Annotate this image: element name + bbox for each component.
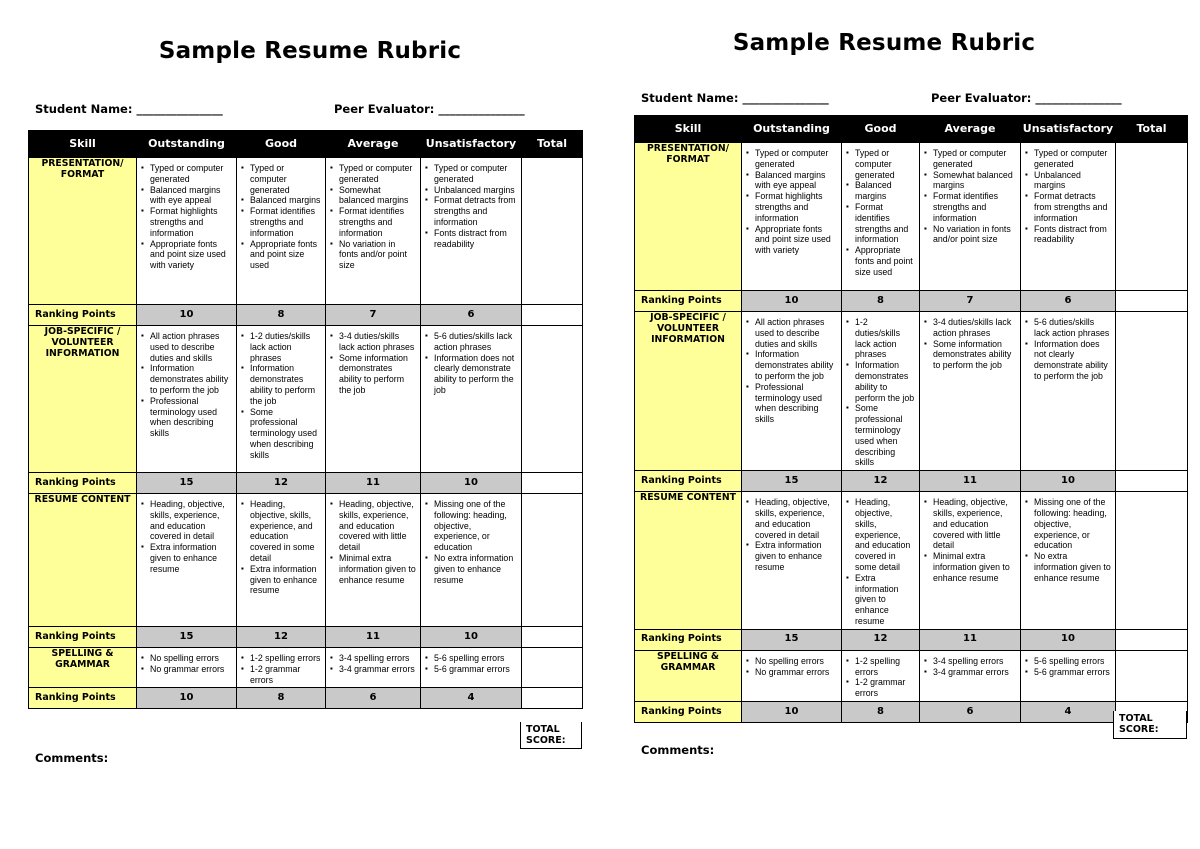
- criteria-item: ▪ 3-4 spelling errors: [330, 653, 416, 664]
- criteria-row: [635, 312, 1188, 471]
- criteria-cell: [742, 143, 842, 291]
- ranking-total-cell[interactable]: [522, 688, 583, 709]
- comments-label: Comments:: [35, 751, 109, 765]
- ranking-points-value: 7: [326, 305, 421, 326]
- ranking-points-value: 11: [920, 471, 1021, 492]
- student-name-field[interactable]: Student Name: _______________: [641, 91, 829, 105]
- criteria-item: ▪ 1-2 spelling errors: [241, 653, 321, 664]
- criteria-item: ▪ Typed or computer generated: [241, 163, 321, 195]
- criteria-item: ▪ No grammar errors: [746, 667, 837, 678]
- criteria-cell: [742, 312, 842, 471]
- ranking-points-value: 12: [842, 629, 920, 650]
- criteria-item: ▪ Format identifies strengths and information: [241, 206, 321, 238]
- criteria-item: ▪ Somewhat balanced margins: [330, 185, 416, 207]
- ranking-points-value: 10: [742, 291, 842, 312]
- criteria-cell: [1021, 143, 1116, 291]
- criteria-item: ▪ Extra information given to enhance resume: [746, 540, 837, 572]
- ranking-points-value: 12: [842, 471, 920, 492]
- criteria-item: ▪ Professional terminology used when describing skills: [141, 396, 232, 439]
- criteria-item: ▪ Unbalanced margins: [1025, 170, 1111, 192]
- criteria-item: ▪ Fonts distract from readability: [1025, 224, 1111, 246]
- criteria-item: ▪ Somewhat balanced margins: [924, 170, 1016, 192]
- page-title: Sample Resume Rubric: [158, 38, 462, 64]
- ranking-total-cell[interactable]: [1116, 291, 1188, 312]
- criteria-cell: [137, 158, 237, 305]
- criteria-item: ▪ Appropriate fonts and point size used with variety: [141, 239, 232, 271]
- criteria-cell: [742, 492, 842, 630]
- criteria-row: [635, 143, 1188, 291]
- column-header: Unsatisfactory: [421, 131, 522, 158]
- criteria-cell: [421, 326, 522, 473]
- criteria-cell: [326, 494, 421, 627]
- criteria-item: ▪ Balanced margins with eye appeal: [746, 170, 837, 192]
- criteria-cell: [421, 494, 522, 627]
- total-score-label: TOTAL: [1119, 713, 1153, 724]
- column-header: Good: [237, 131, 326, 158]
- criteria-item: ▪ 5-6 grammar errors: [425, 664, 517, 675]
- ranking-points-label: Ranking Points: [29, 473, 137, 494]
- ranking-points-value: 10: [1021, 629, 1116, 650]
- criteria-item: ▪ Extra information given to enhance resume: [846, 573, 915, 627]
- criteria-item: ▪ Information demonstrates ability to perform the job: [141, 363, 232, 395]
- header-row: [29, 131, 583, 158]
- skill-label: JOB-SPECIFIC / VOLUNTEER INFORMATION: [29, 326, 137, 473]
- ranking-points-label: Ranking Points: [635, 291, 742, 312]
- criteria-item: ▪ Fonts distract from readability: [425, 228, 517, 250]
- ranking-row: [635, 629, 1188, 650]
- criteria-cell: [421, 158, 522, 305]
- ranking-row: [635, 291, 1188, 312]
- name-fields: [28, 102, 582, 118]
- ranking-points-value: 4: [421, 688, 522, 709]
- criteria-item: ▪ Format detracts from strengths and information: [425, 195, 517, 227]
- ranking-points-value: 12: [237, 627, 326, 648]
- skill-label: PRESENTATION/ FORMAT: [29, 158, 137, 305]
- skill-label: SPELLING & GRAMMAR: [29, 648, 137, 688]
- criteria-item: ▪ Some information demonstrates ability to perform the job: [330, 353, 416, 396]
- criteria-row: [29, 326, 583, 473]
- ranking-points-value: 11: [326, 473, 421, 494]
- criteria-cell: [421, 648, 522, 688]
- criteria-row: [29, 158, 583, 305]
- criteria-item: ▪ Balanced margins: [241, 195, 321, 206]
- rubric-table: [28, 130, 583, 709]
- criteria-item: ▪ 1-2 grammar errors: [241, 664, 321, 686]
- total-score-label-2: SCORE:: [526, 735, 566, 746]
- total-score-box: [520, 722, 582, 749]
- header-row: [635, 116, 1188, 143]
- criteria-item: ▪ Minimal extra information given to enhance resume: [330, 553, 416, 585]
- criteria-item: ▪ Appropriate fonts and point size used: [846, 245, 915, 277]
- criteria-cell: [326, 158, 421, 305]
- criteria-item: ▪ Format highlights strengths and information: [746, 191, 837, 223]
- criteria-row: [635, 492, 1188, 630]
- ranking-points-label: Ranking Points: [29, 305, 137, 326]
- total-score-label: TOTAL: [526, 724, 560, 735]
- criteria-item: ▪ 3-4 spelling errors: [924, 656, 1016, 667]
- criteria-item: ▪ Format identifies strengths and information: [330, 206, 416, 238]
- criteria-cell: [842, 492, 920, 630]
- criteria-item: ▪ Typed or computer generated: [141, 163, 232, 185]
- ranking-total-cell[interactable]: [1116, 629, 1188, 650]
- criteria-item: ▪ No extra information given to enhance resume: [1025, 551, 1111, 583]
- criteria-cell: [137, 648, 237, 688]
- criteria-cell: [326, 326, 421, 473]
- criteria-item: ▪ No variation in fonts and/or point size: [330, 239, 416, 271]
- rubric-table: [634, 115, 1188, 723]
- criteria-item: ▪ Format identifies strengths and information: [924, 191, 1016, 223]
- criteria-cell: [1021, 650, 1116, 701]
- ranking-points-value: 10: [137, 688, 237, 709]
- skill-label: JOB-SPECIFIC / VOLUNTEER INFORMATION: [635, 312, 742, 471]
- skill-label: PRESENTATION/ FORMAT: [635, 143, 742, 291]
- comments-label: Comments:: [641, 743, 715, 757]
- skill-label: RESUME CONTENT: [635, 492, 742, 630]
- criteria-item: ▪ 5-6 duties/skills lack action phrases: [425, 331, 517, 353]
- ranking-points-value: 6: [326, 688, 421, 709]
- criteria-cell: [920, 143, 1021, 291]
- criteria-item: ▪ Heading, objective, skills, experience, and education covered with little detail: [330, 499, 416, 553]
- total-cell[interactable]: [522, 326, 583, 473]
- criteria-item: ▪ Unbalanced margins: [425, 185, 517, 196]
- ranking-points-value: 11: [326, 627, 421, 648]
- criteria-item: ▪ Format highlights strengths and information: [141, 206, 232, 238]
- ranking-points-value: 10: [421, 473, 522, 494]
- criteria-item: ▪ Extra information given to enhance resume: [141, 542, 232, 574]
- criteria-item: ▪ Typed or computer generated: [425, 163, 517, 185]
- ranking-points-label: Ranking Points: [635, 471, 742, 492]
- skill-label: SPELLING & GRAMMAR: [635, 650, 742, 701]
- total-score-label-2: SCORE:: [1119, 724, 1159, 735]
- criteria-item: ▪ Appropriate fonts and point size used: [241, 239, 321, 271]
- criteria-cell: [237, 494, 326, 627]
- ranking-points-value: 8: [842, 701, 920, 722]
- criteria-item: ▪ No spelling errors: [746, 656, 837, 667]
- column-header: Average: [920, 116, 1021, 143]
- column-header: Skill: [29, 131, 137, 158]
- criteria-cell: [137, 326, 237, 473]
- criteria-item: ▪ Heading, objective, skills, experience, and education covered in some detail: [241, 499, 321, 564]
- criteria-item: ▪ No variation in fonts and/or point size: [924, 224, 1016, 246]
- criteria-item: ▪ Minimal extra information given to enhance resume: [924, 551, 1016, 583]
- ranking-row: [29, 688, 583, 709]
- criteria-cell: [326, 648, 421, 688]
- criteria-item: ▪ 5-6 spelling errors: [425, 653, 517, 664]
- ranking-row: [635, 701, 1188, 722]
- ranking-points-value: 10: [421, 627, 522, 648]
- criteria-cell: [920, 312, 1021, 471]
- column-header: Outstanding: [137, 131, 237, 158]
- criteria-item: ▪ 3-4 grammar errors: [330, 664, 416, 675]
- criteria-cell: [842, 312, 920, 471]
- criteria-item: ▪ Typed or computer generated: [846, 148, 915, 180]
- column-header: Total: [522, 131, 583, 158]
- criteria-item: ▪ Some professional terminology used when describing skills: [846, 403, 915, 468]
- ranking-points-value: 7: [920, 291, 1021, 312]
- criteria-item: ▪ Heading, objective, skills, experience, and education covered in some detail: [846, 497, 915, 573]
- criteria-item: ▪ 1-2 grammar errors: [846, 677, 915, 699]
- rubric-page-right: [634, 30, 1187, 757]
- ranking-points-value: 10: [742, 701, 842, 722]
- ranking-points-value: 4: [1021, 701, 1116, 722]
- criteria-cell: [1021, 492, 1116, 630]
- total-cell[interactable]: [1116, 312, 1188, 471]
- criteria-row: [29, 494, 583, 627]
- criteria-item: ▪ 3-4 grammar errors: [924, 667, 1016, 678]
- criteria-cell: [742, 650, 842, 701]
- criteria-item: ▪ 3-4 duties/skills lack action phrases: [330, 331, 416, 353]
- ranking-points-value: 10: [1021, 471, 1116, 492]
- ranking-total-cell[interactable]: [522, 627, 583, 648]
- ranking-row: [29, 305, 583, 326]
- criteria-item: ▪ Some professional terminology used when describing skills: [241, 407, 321, 461]
- total-cell[interactable]: [1116, 650, 1188, 701]
- ranking-points-value: 15: [137, 473, 237, 494]
- criteria-item: ▪ Information demonstrates ability to perform the job: [241, 363, 321, 406]
- criteria-item: ▪ Heading, objective, skills, experience, and education covered with little detail: [924, 497, 1016, 551]
- criteria-item: ▪ Appropriate fonts and point size used with variety: [746, 224, 837, 256]
- column-header: Good: [842, 116, 920, 143]
- ranking-points-label: Ranking Points: [635, 629, 742, 650]
- ranking-points-value: 10: [137, 305, 237, 326]
- criteria-item: ▪ Professional terminology used when describing skills: [746, 382, 837, 425]
- ranking-points-value: 15: [742, 629, 842, 650]
- ranking-points-value: 8: [842, 291, 920, 312]
- criteria-item: ▪ Extra information given to enhance resume: [241, 564, 321, 596]
- total-cell[interactable]: [522, 648, 583, 688]
- criteria-cell: [237, 648, 326, 688]
- criteria-cell: [842, 650, 920, 701]
- criteria-item: ▪ Missing one of the following: heading, objective, experience, or education: [1025, 497, 1111, 551]
- ranking-row: [29, 627, 583, 648]
- criteria-item: ▪ Heading, objective, skills, experience, and education covered in detail: [746, 497, 837, 540]
- ranking-points-value: 12: [237, 473, 326, 494]
- total-cell[interactable]: [1116, 492, 1188, 630]
- column-header: Total: [1116, 116, 1188, 143]
- criteria-row: [635, 650, 1188, 701]
- ranking-points-value: 11: [920, 629, 1021, 650]
- criteria-cell: [237, 158, 326, 305]
- criteria-item: ▪ No spelling errors: [141, 653, 232, 664]
- criteria-item: ▪ All action phrases used to describe duties and skills: [141, 331, 232, 363]
- ranking-points-value: 6: [920, 701, 1021, 722]
- student-name-field[interactable]: Student Name: _______________: [35, 102, 223, 116]
- ranking-points-label: Ranking Points: [29, 688, 137, 709]
- name-fields: [634, 91, 1187, 107]
- criteria-item: ▪ Format identifies strengths and information: [846, 202, 915, 245]
- total-cell[interactable]: [522, 158, 583, 305]
- ranking-points-value: 15: [137, 627, 237, 648]
- criteria-item: ▪ Typed or computer generated: [924, 148, 1016, 170]
- criteria-item: ▪ 1-2 spelling errors: [846, 656, 915, 678]
- criteria-item: ▪ Format detracts from strengths and information: [1025, 191, 1111, 223]
- criteria-item: ▪ Typed or computer generated: [1025, 148, 1111, 170]
- ranking-total-cell[interactable]: [1116, 471, 1188, 492]
- peer-evaluator-field[interactable]: Peer Evaluator: _______________: [334, 102, 525, 116]
- criteria-item: ▪ Information demonstrates ability to perform the job: [846, 360, 915, 403]
- ranking-points-value: 6: [421, 305, 522, 326]
- ranking-points-label: Ranking Points: [29, 627, 137, 648]
- total-score-box: [1113, 711, 1187, 739]
- criteria-item: ▪ 5-6 grammar errors: [1025, 667, 1111, 678]
- ranking-row: [635, 471, 1188, 492]
- criteria-item: ▪ No extra information given to enhance resume: [425, 553, 517, 585]
- column-header: Average: [326, 131, 421, 158]
- skill-label: RESUME CONTENT: [29, 494, 137, 627]
- criteria-item: ▪ Balanced margins: [846, 180, 915, 202]
- ranking-points-value: 8: [237, 305, 326, 326]
- criteria-item: ▪ Heading, objective, skills, experience, and education covered in detail: [141, 499, 232, 542]
- criteria-item: ▪ 5-6 duties/skills lack action phrases: [1025, 317, 1111, 339]
- criteria-item: ▪ Information does not clearly demonstrate ability to perform the job: [425, 353, 517, 396]
- ranking-points-value: 15: [742, 471, 842, 492]
- ranking-total-cell[interactable]: [522, 305, 583, 326]
- criteria-item: ▪ No grammar errors: [141, 664, 232, 675]
- criteria-item: ▪ 3-4 duties/skills lack action phrases: [924, 317, 1016, 339]
- criteria-item: ▪ Balanced margins with eye appeal: [141, 185, 232, 207]
- criteria-item: ▪ 1-2 duties/skills lack action phrases: [241, 331, 321, 363]
- total-cell[interactable]: [1116, 143, 1188, 291]
- criteria-item: ▪ Typed or computer generated: [746, 148, 837, 170]
- ranking-total-cell[interactable]: [522, 473, 583, 494]
- column-header: Outstanding: [742, 116, 842, 143]
- rubric-page-left: [28, 38, 582, 765]
- criteria-item: ▪ Some information demonstrates ability to perform the job: [924, 339, 1016, 371]
- criteria-cell: [237, 326, 326, 473]
- criteria-cell: [842, 143, 920, 291]
- ranking-points-value: 6: [1021, 291, 1116, 312]
- criteria-row: [29, 648, 583, 688]
- ranking-points-label: Ranking Points: [635, 701, 742, 722]
- criteria-cell: [137, 494, 237, 627]
- criteria-item: ▪ Missing one of the following: heading, objective, experience, or education: [425, 499, 517, 553]
- criteria-item: ▪ 1-2 duties/skills lack action phrases: [846, 317, 915, 360]
- ranking-points-value: 8: [237, 688, 326, 709]
- criteria-item: ▪ Information demonstrates ability to perform the job: [746, 349, 837, 381]
- criteria-item: ▪ Typed or computer generated: [330, 163, 416, 185]
- criteria-item: ▪ All action phrases used to describe duties and skills: [746, 317, 837, 349]
- column-header: Skill: [635, 116, 742, 143]
- column-header: Unsatisfactory: [1021, 116, 1116, 143]
- ranking-row: [29, 473, 583, 494]
- peer-evaluator-field[interactable]: Peer Evaluator: _______________: [931, 91, 1122, 105]
- total-cell[interactable]: [522, 494, 583, 627]
- criteria-cell: [1021, 312, 1116, 471]
- criteria-item: ▪ Information does not clearly demonstrate ability to perform the job: [1025, 339, 1111, 382]
- criteria-cell: [920, 650, 1021, 701]
- criteria-cell: [920, 492, 1021, 630]
- criteria-item: ▪ 5-6 spelling errors: [1025, 656, 1111, 667]
- page-title: Sample Resume Rubric: [732, 30, 1036, 56]
